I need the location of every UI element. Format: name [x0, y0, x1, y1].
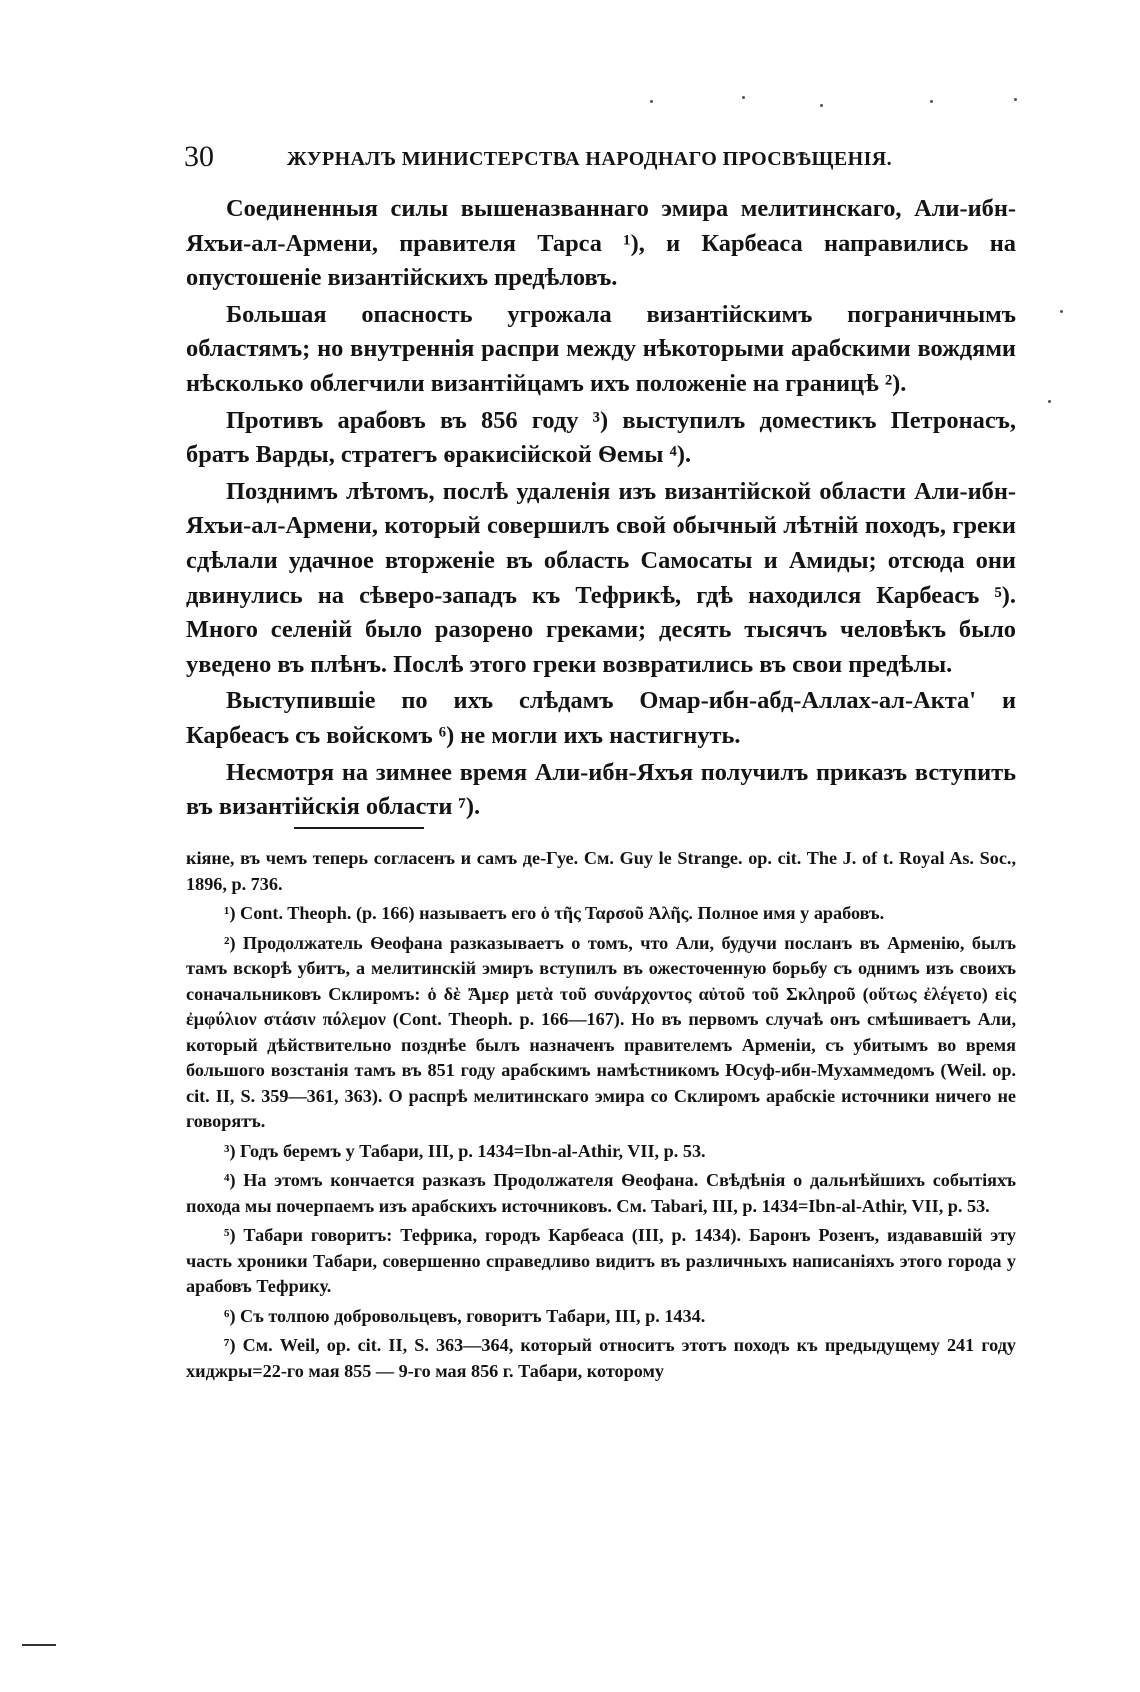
footnote: ⁵) Табари говоритъ: Тефрика, городъ Карбеаса (III, p. 1434). Баронъ Розенъ, издававшій эту часть хроники Табари, совершенно справедливо видитъ въ различныхъ написаніяхъ этого города у арабовъ Тефрику.	[186, 1225, 1016, 1296]
footnote: ⁶) Съ толпою добровольцевъ, говоритъ Табари, III, p. 1434.	[224, 1305, 706, 1326]
running-head: ЖУРНАЛЪ МИНИСТЕРСТВА НАРОДНАГО ПРОСВѢЩЕНІЯ.	[287, 148, 893, 170]
footnote: ⁷) См. Weil, op. cit. II, S. 363—364, который относитъ этотъ походъ къ предыдущему 241 году хиджры=22-го мая 855 — 9-го мая 856 г. Табари, которому	[186, 1335, 1016, 1381]
footnote: ²) Продолжатель Ѳеофана разказываетъ о томъ, что Али, будучи посланъ въ Арменію, былъ тамъ вскорѣ убитъ, а мелитинскій эмиръ вступилъ въ ожесточенную борьбу съ однимъ изъ своихъ соначальниковъ Склиромъ: ὁ δὲ Ἄμερ μετὰ τοῦ συνάρχοντος αὐτοῦ τοῦ Σκληροῦ (οὕτως ἐλέγετο) εἰς ἐμφύλιον στάσιν πόλεμον (Cont. Theoph. p. 166—167). Но въ первомъ случаѣ онъ смѣшиваетъ Али, который дѣйствительно позднѣе былъ назначенъ правителемъ Арменіи, съ убитымъ во время большого возстанія тамъ въ 851 году арабскимъ намѣстникомъ Юсуф-ибн-Мухаммедомъ (Weil. op. cit. II, S. 359—361, 363). О распрѣ мелитинскаго эмира со Склиромъ арабскіе источники ничего не говорятъ.	[186, 932, 1016, 1131]
scan-speck	[650, 100, 653, 103]
footnote-continuation: кіяне, въ чемъ теперь согласенъ и самъ де-Гуе. См. Guy le Strange. op. cit. The J. of t. Royal As. Soc., 1896, p. 736.	[186, 848, 1016, 894]
scan-speck	[820, 104, 823, 107]
margin-mark	[22, 1644, 56, 1646]
paragraph: Позднимъ лѣтомъ, послѣ удаленія изъ византійской области Али-ибн-Яхъи-ал-Армени, который совершилъ свой обычный лѣтній походъ, греки сдѣлали удачное вторженіе въ область Самосаты и Амиды; отсюда они двинулись на сѣверо-западъ къ Тефрикѣ, гдѣ находился Карбеасъ ⁵). Много селеній было разорено греками; десять тысячъ человѣкъ было уведено въ плѣнъ. Послѣ этого греки возвратились въ свои предѣлы.	[186, 477, 1016, 678]
footnote-separator	[294, 827, 424, 829]
footnote: ³) Годъ беремъ у Табари, III, p. 1434=Ibn-al-Athir, VII, p. 53.	[224, 1140, 706, 1161]
paragraph: Несмотря на зимнее время Али-ибн-Яхъя получилъ приказъ вступить въ византійскія области ⁷).	[186, 758, 1016, 821]
paragraph: Выступившіе по ихъ слѣдамъ Омар-ибн-абд-Аллах-ал-Акта' и Карбеасъ съ войскомъ ⁶) не могли ихъ настигнуть.	[186, 687, 1016, 749]
paragraph: Большая опасность угрожала византійскимъ пограничнымъ областямъ; но внутреннія распри между нѣкоторыми арабскими вождями нѣсколько облегчили византійцамъ ихъ положеніе на границѣ ²).	[186, 300, 1016, 397]
page-header	[184, 140, 1020, 180]
footnote: ¹) Cont. Theoph. (p. 166) называетъ его ὁ τῆς Ταρσοῦ Ἀλῆς. Полное имя у арабовъ.	[224, 903, 885, 923]
footnotes	[186, 846, 1016, 1388]
scan-speck	[1014, 98, 1017, 101]
paragraph: Соединенныя силы вышеназваннаго эмира мелитинскаго, Али-ибн-Яхъи-ал-Армени, правителя Тарса ¹), и Карбеаса направились на опустошеніе византійскихъ предѣловъ.	[186, 195, 1016, 292]
page-number: 30	[184, 140, 214, 173]
scan-speck	[1060, 310, 1063, 313]
paragraph: Противъ арабовъ въ 856 году ³) выступилъ доместикъ Петронасъ, братъ Варды, стратегъ ѳракисійской Ѳемы ⁴).	[186, 406, 1016, 469]
main-text	[186, 192, 1016, 827]
scan-speck	[742, 96, 745, 99]
scan-speck	[1048, 400, 1051, 403]
footnote: ⁴) На этомъ кончается разказъ Продолжателя Ѳеофана. Свѣдѣнія о дальнѣйшихъ событіяхъ похода мы почерпаемъ изъ арабскихъ источниковъ. См. Tabari, III, p. 1434=Ibn-al-Athir, VII, p. 53.	[186, 1170, 1016, 1216]
scan-speck	[930, 100, 933, 103]
